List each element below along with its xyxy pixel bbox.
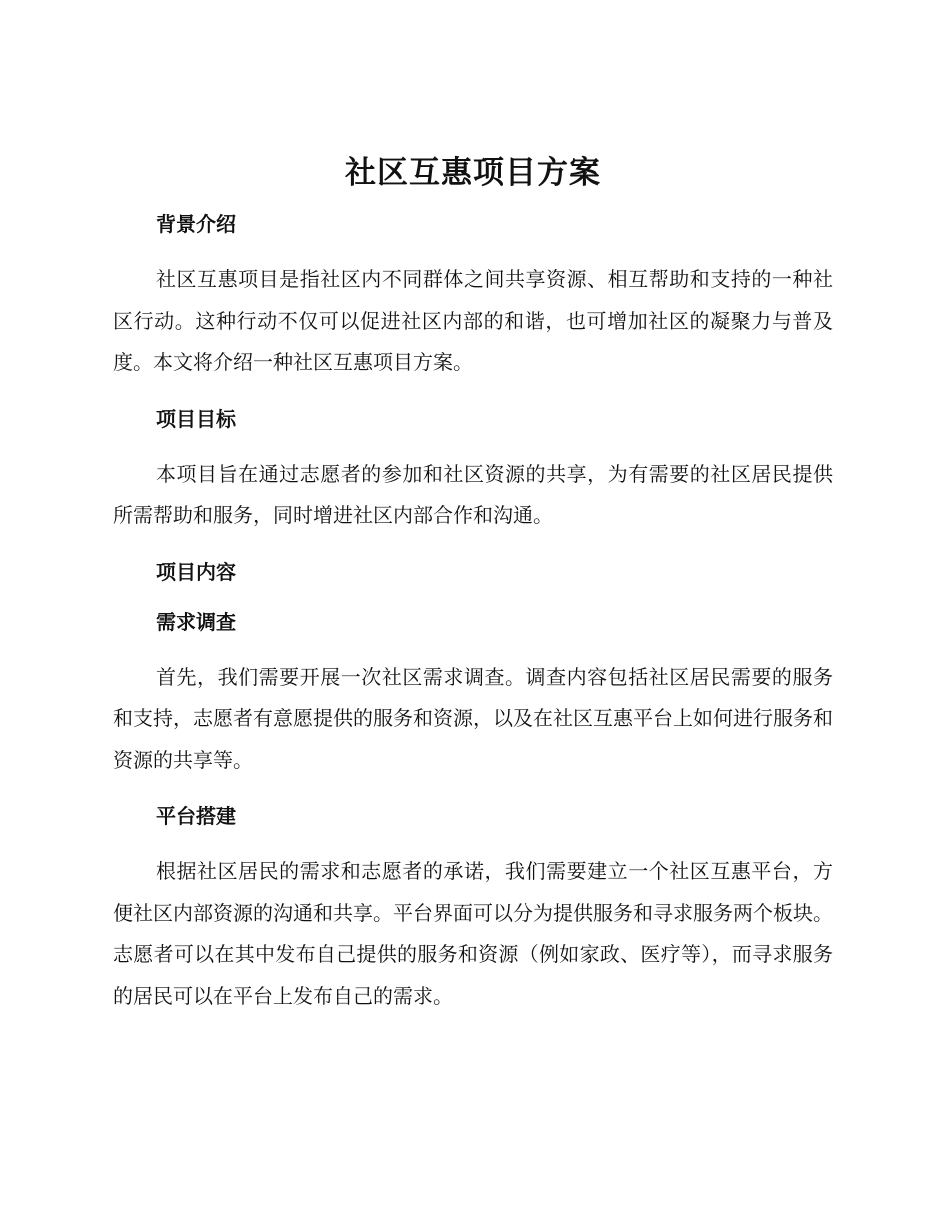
document-title: 社区互惠项目方案 xyxy=(345,155,601,191)
section-heading-background: 背景介绍 xyxy=(156,212,236,236)
section-heading-platform: 平台搭建 xyxy=(156,804,236,828)
section-paragraph-platform: 根据社区居民的需求和志愿者的承诺，我们需要建立一个社区互惠平台，方便社区内部资源的沟通和共享。平台界面可以分为提供服务和寻求服务两个板块。志愿者可以在其中发布自己提供的服务和资源（例如家政、医疗等），而寻求服务的居民可以在平台上发布自己的需求。 xyxy=(113,859,833,1008)
section-heading-survey: 需求调查 xyxy=(156,609,236,634)
section-heading-goals: 项目目标 xyxy=(156,406,236,431)
section-paragraph-survey: 首先，我们需要开展一次社区需求调查。调查内容包括社区居民需要的服务和支持，志愿者有意愿提供的服务和资源，以及在社区互惠平台上如何进行服务和资源的共享等。 xyxy=(113,664,833,772)
document-page xyxy=(113,150,833,1037)
section-paragraph-background: 社区互惠项目是指社区内不同群体之间共享资源、相互帮助和支持的一种社区行动。这种行动不仅可以促进社区内部的和谐，也可增加社区的凝聚力与普及度。本文将介绍一种社区互惠项目方案。 xyxy=(113,267,833,374)
section-paragraph-goals: 本项目旨在通过志愿者的参加和社区资源的共享，为有需要的社区居民提供所需帮助和服务，同时增进社区内部合作和沟通。 xyxy=(113,461,833,527)
section-heading-content: 项目内容 xyxy=(156,559,236,584)
